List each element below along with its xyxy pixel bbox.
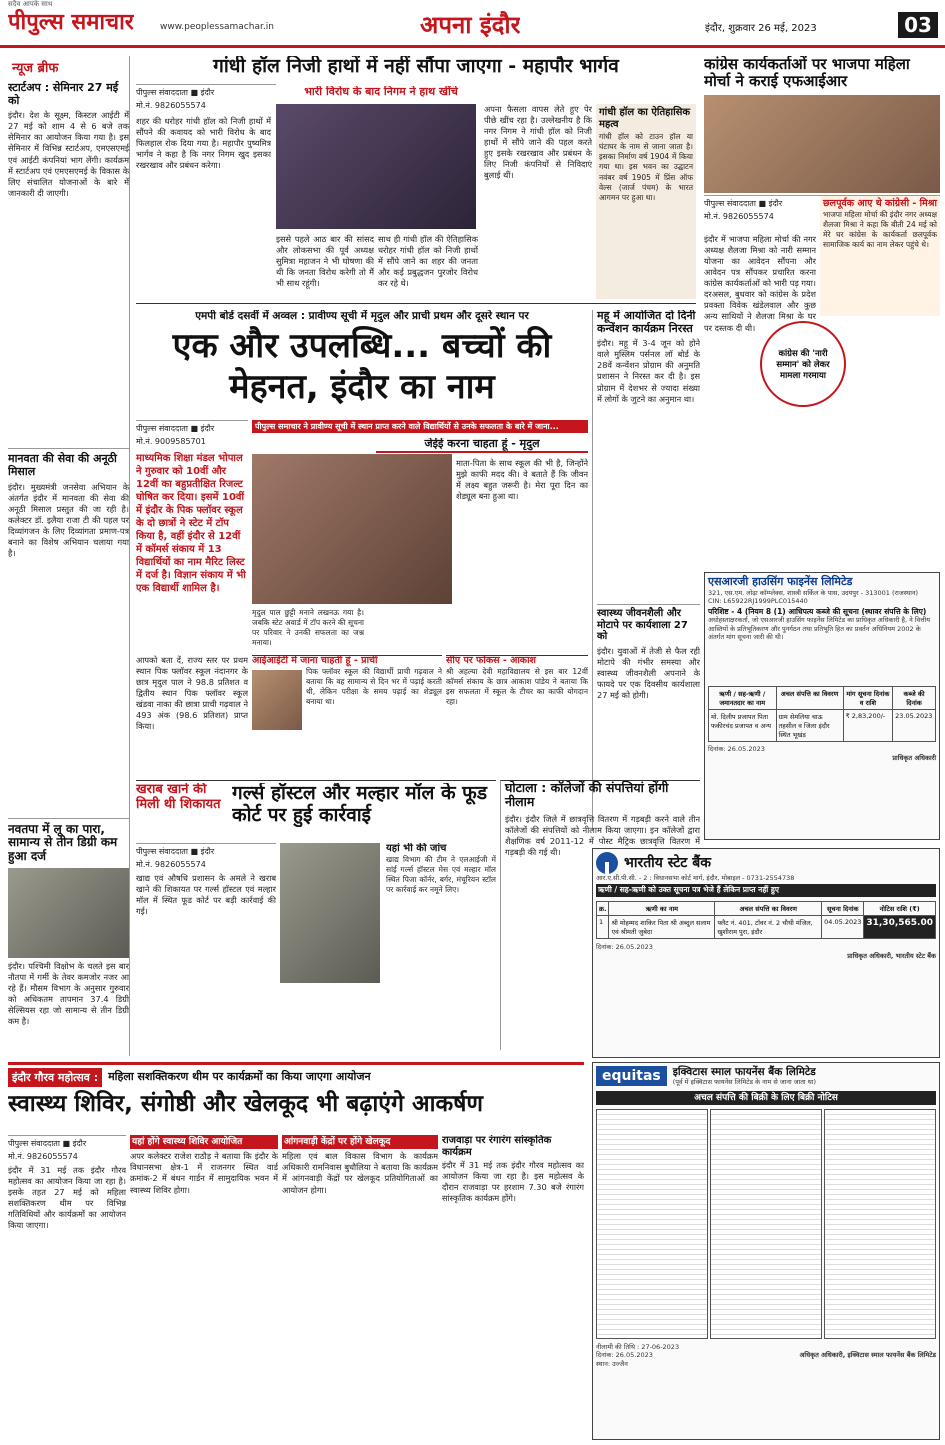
gaurav-byline: पीपुल्स संवाददाता ■ इंदौर bbox=[8, 1135, 126, 1149]
brief-1-title[interactable]: स्टार्टअप : सेमिनार 27 मई को bbox=[8, 81, 119, 107]
akash-text: श्री अहल्या देवी महाविद्यालय से इस बार 12वीं कॉमर्स संकाय के छात्र आकाश पांडेय ने बताया कि इस सफलता में स्कूल के टीचर का काफी योगदान रहा। bbox=[446, 666, 588, 707]
srg-cell-0: मो. दिलीप प्रजापत पिता फकीरचंद प्रजापत व अन्य bbox=[709, 710, 777, 742]
srg-date: दिनांक: 26.05.2023 bbox=[708, 745, 765, 754]
main-pullquote: माध्यमिक शिक्षा मंडल भोपाल ने गुरुवार को 10वीं और 12वीं का बहुप्रतीक्षित रिजल्ट घोषित कर दिया। इसमें 10वीं में इंदौर के पिक फ्लॉवर स्कूल के दो छात्रों ने स्टेट में टॉप किया है, वहीं इंदौर से 12वीं में कॉमर्स संकाय में 13 विद्यार्थियों का नाम मैरिट लिस्ट में दर्ज है। विज्ञान संकाय में भी एक विद्यार्थी शामिल है। bbox=[136, 453, 246, 594]
srg-cell-2: ₹ 2,83,200/- bbox=[843, 710, 893, 742]
website-url[interactable]: www.peoplessamachar.in bbox=[160, 22, 274, 32]
newspaper-logo[interactable]: पीपुल्स समाचार bbox=[8, 10, 134, 35]
main-byline: पीपुल्स संवाददाता ■ इंदौर bbox=[136, 420, 248, 434]
srg-ad bbox=[704, 572, 940, 840]
main-mobile: मो.नं. 9009585701 bbox=[136, 437, 206, 446]
equitas-col-3 bbox=[824, 1109, 936, 1339]
equitas-title: इक्विटास स्माल फायनेंस बैंक लिमिटेड bbox=[672, 1066, 816, 1078]
prachi-text: पिक फ्लॉवर स्कूल की विद्यार्थी प्राची गढ़वाल ने बताया कि वह सामान्य से दिन भर में पढ़ाई करती थी, लेकिन परीक्षा के समय पढ़ाई का शेड्यूल बनाया था। bbox=[306, 666, 442, 707]
equitas-subtitle: (पूर्व में इक्विटास फायनेंस लिमिटेड के नाम से जाना जाता था) bbox=[672, 1078, 817, 1087]
sbi-date: दिनांक: 26.05.2023 bbox=[596, 943, 653, 952]
sbi-cell-0: 1 bbox=[597, 916, 609, 939]
college-text: इंदौर। इंदौर जिले में छात्रवृत्ति वितरण में गड़बड़ी करने वाले तीन कॉलेजों की संपत्तियों को नीलाम किया जाएगा। इन कॉलेजों द्वारा शैक्षणिक वर्ष 2011-12 में पोस्ट मैट्रिक छात्रवृत्ति वितरण में गड़बड़ी की गई थी। bbox=[505, 813, 700, 857]
hostel-side-text: खाद्य विभाग की टीम ने एलआईजी में सांई गर्ल्स हॉस्टल मेस एवं मल्हार मॉल स्थित पिजा कॉर्नर, बर्गर, मंचूरियन स्टॉल पर कार्रवाई कर नमूने लिए। bbox=[386, 854, 496, 894]
brief-1-text: इंदौर। देश के सूक्ष्म, किस्टल आईटी में 27 मई को शाम 4 से 6 बजे तक सेमिनार का आयोजन किया गया है। इस सेमिनार में विभिन्न स्टार्टअप, एमएसएमई एवं आईटी कंपनियां भाग लेंगी। कार्यक्रम में स्टार्टअप एवं एमएसएमई के विकास के लिए संचालित योजनाओं के बारे में जानकारी दी जाएगी। bbox=[8, 110, 129, 198]
mhow-story bbox=[592, 310, 700, 830]
congress-text: इंदौर में भाजपा महिला मोर्चा की नगर अध्यक्ष शैलजा मिश्रा को नारी सम्मान योजना का आवेदन सौंपना और आवेदन पत्र सौंपकर प्रचारित करना कांग्रेस कार्यकर्ताओं को भारी पड़ गया। दरअसल, बुधवार को कांग्रेस के प्रदेश प्रवक्ता विवेक खंडेलवाल और कुछ अन्य साथियों ने शैलजा मिश्रा के घर पर दस्तक दी थी। bbox=[704, 234, 816, 333]
congress-byline: पीपुल्स संवाददाता ■ इंदौर bbox=[704, 195, 940, 209]
brief-2-title[interactable]: मानवता की सेवा की अनूठी मिसाल bbox=[8, 448, 129, 478]
lead-col4: अपना फैसला वापस लेते हुए पेर पीछे खींच रहा है। उल्लेखनीय है कि नगर निगम ने गांधी हॉल को निजी हाथों में सौंपे जाने की पहल करते हुए इसके रखरखाव और प्रबंधन के लिए निजी कंपनियों से निविदाएं बुलाई थीं। bbox=[484, 104, 592, 181]
sbi-cell-1: श्री मोहम्मद शाकिर पिता श्री अब्दुल सलाम एवं श्रीमती जुबेदा bbox=[609, 916, 715, 939]
gaurav-box-1 bbox=[130, 1135, 278, 1435]
akash-title: सीए पर फोकस - आकाश bbox=[446, 655, 537, 666]
sbi-cell-2: फ्लैट नं. 401, टॉवर नं. 2 चौथी मंजिल, खुशीराम पुरा, इंदौर bbox=[715, 916, 822, 939]
main-story bbox=[136, 310, 588, 650]
main-sub: जेईई करना चाहता हूं - मृदुल bbox=[376, 438, 588, 453]
gaurav-kicker2: महिला सशक्तिकरण थीम पर कार्यक्रमों का किया जाएगा आयोजन bbox=[108, 1070, 371, 1084]
equitas-footer: नीलामी की तिथि : 27-06-2023 bbox=[596, 1342, 680, 1351]
gandhi-hall-sidebar bbox=[596, 104, 696, 299]
sbi-amount: 31,30,565.00 bbox=[864, 916, 936, 939]
srg-cell-1: ग्राम सेमलिया चाऊ तहसील व जिला इंदौर स्थित भूखंड bbox=[776, 710, 843, 742]
hostel-photo bbox=[280, 843, 380, 983]
lead-col1: शहर की धरोहर गांधी हॉल को निजी हाथों में सौंपने की कवायद को भारी विरोध के बाद फिलहाल रोक दिया गया है। महापौर पुष्यमित्र भार्गव ने कहा है कि नगर निगम खुद इसका रखरखाव और प्रबंधन करेगा। bbox=[136, 116, 271, 171]
sbi-sign: प्राधिकृत अधिकारी, भारतीय स्टेट बैंक bbox=[847, 951, 936, 960]
masthead bbox=[0, 0, 945, 48]
main-strap: पीपुल्स समाचार ने प्रावीण्य सूची में स्थान प्राप्त करने वाले विद्यार्थियों से उनके सफलता के बारे में जाना... bbox=[252, 420, 588, 433]
equitas-table bbox=[596, 1109, 936, 1339]
lead-headline[interactable]: गांधी हॉल निजी हाथों में नहीं सौंपा जाएगा - महापौर भार्गव bbox=[213, 56, 619, 77]
congress-headline[interactable]: कांग्रेस कार्यकर्ताओं पर भाजपा महिला मोर्चा ने कराई एफआईआर bbox=[704, 56, 910, 91]
equitas-sign: अधिकृत अधिकारी, इक्विटास स्माल फायनेंस बैंक लिमिटेड bbox=[799, 1351, 936, 1360]
lead-mobile: मो.नं. 9826055574 bbox=[136, 101, 206, 110]
srg-table bbox=[708, 686, 936, 742]
equitas-col-2 bbox=[710, 1109, 822, 1339]
section-title: अपना इंदौर bbox=[420, 11, 521, 39]
gaurav-mobile: मो.नं. 9826055574 bbox=[8, 1152, 78, 1161]
masthead-tag: सदैव आपके साथ bbox=[8, 0, 53, 8]
college-headline[interactable]: घोटाला : कॉलेजों की संपत्तियां होंगी नीलाम bbox=[505, 780, 669, 810]
gaurav-b1-title: यहां होंगे स्वास्थ्य शिविर आयोजित bbox=[130, 1135, 278, 1149]
gaurav-box-3 bbox=[442, 1135, 584, 1435]
srg-col-2: मांग सूचना दिनांक व राशि bbox=[843, 687, 893, 710]
lead-col2: इससे पहले आठ बार की सांसद और लोकसभा की पूर्व अध्यक्ष सुमित्रा महाजन ने भी घोषणा की थी कि जनता विरोध करेगी तो मैं भी साथ रहूंगी। bbox=[276, 234, 374, 289]
health-headline[interactable]: स्वास्थ्य जीवनशैली और मोटापे पर कार्यशाला 27 को bbox=[597, 604, 700, 643]
hostel-kicker: खराब खाने की मिली थी शिकायत bbox=[136, 783, 221, 812]
congress-side-title: छलपूर्वक आए थे कांग्रेसी - मिश्रा bbox=[823, 198, 937, 209]
photo-caption: मृदुल पाल छुट्टी मनाने लखनऊ गया है। जबकि स्टेट अवार्ड में टॉप करने की सूचना पर परिवार ने उनकी सफलता का जश्न मनाया। bbox=[252, 608, 364, 648]
sbi-name: भारतीय स्टेट बैंक bbox=[624, 854, 711, 871]
hostel-side-title: यहां भी की जांच bbox=[386, 843, 447, 854]
dateline: इंदौर, शुक्रवार 26 मई, 2023 bbox=[705, 23, 817, 34]
equitas-ad bbox=[592, 1062, 940, 1440]
srg-sign: प्राधिकृत अधिकारी bbox=[892, 753, 936, 762]
gaurav-b2-title: आंगनवाड़ी केंद्रों पर होंगे खेलकूद bbox=[282, 1135, 438, 1149]
sbi-col-3: सूचना दिनांक bbox=[822, 902, 864, 916]
lead-col3: साथ ही गांधी हॉल की ऐतिहासिक धरोहर गांधी हॉल को निजी हाथों में सौंपे जाने का शहर की जनता और कई प्रबुद्धजन पुरजोर विरोध कर रहे थे। bbox=[378, 234, 478, 289]
srg-cell-3: 23.05.2023 bbox=[893, 710, 936, 742]
brief-3-text: इंदौर। पश्चिमी विक्षोभ के चलते इस बार नौतपा में गर्मी के तेवर कमजोर नजर आ रहे हैं। मौसम विभाग के अनुसार गुरुवार को अधिकतम तापमान 37.4 डिग्री सेल्सियस रहा जो सामान्य से तीन डिग्री कम है। bbox=[8, 960, 129, 1027]
srg-notice: परिशिष्ट - 4 (नियम 8 (1) आधिपत्य कब्जे की सूचना (स्थावर संपत्ति के लिए) bbox=[708, 606, 927, 616]
hostel-byline: पीपुल्स संवाददाता ■ इंदौर bbox=[136, 843, 276, 857]
sbi-col-1: ऋणी का नाम bbox=[609, 902, 715, 916]
gaurav-headline[interactable]: स्वास्थ्य शिविर, संगोष्ठी और खेलकूद भी बढ़ाएंगे आकर्षण bbox=[8, 1091, 484, 1117]
brief-3-title[interactable]: नवतपा में लू का पारा, सामान्य से तीन डिग्री कम हुआ दर्ज bbox=[8, 818, 129, 864]
hostel-side bbox=[386, 843, 496, 1048]
congress-photo bbox=[704, 95, 940, 193]
page-number: 03 bbox=[898, 12, 938, 38]
sbi-logo-icon bbox=[596, 852, 618, 874]
students-photo bbox=[252, 454, 452, 604]
gaurav-b3-text: इंदौर में 31 मई तक इंदौर गौरव महोत्सव का आयोजन किया जा रहा है। इस महोत्सव के दौरान राजवाड़ा पर हरशाम 7.30 बजे रंगारंग सांस्कृतिक कार्यक्रम होंगे। bbox=[442, 1160, 584, 1204]
equitas-notice: अचल संपत्ति की बिक्री के लिए बिक्री नोटिस bbox=[596, 1091, 936, 1105]
srg-address: 321, एस.एम. लोढ़ा कॉम्प्लेक्स, शास्त्री सर्किल के पास, उदयपुर - 313001 (राजस्थान) bbox=[708, 588, 919, 597]
equitas-col-1 bbox=[596, 1109, 708, 1339]
gandhi-hall-photo bbox=[276, 104, 476, 229]
sidebar-title: गांधी हॉल का ऐतिहासिक महत्व bbox=[599, 107, 691, 130]
mhow-text: इंदौर। महू में 3-4 जून को होने वाले मुस्लिम पर्सनल लॉ बोर्ड के 28वें कन्वेंशन प्रोग्राम की अनुमति प्रशासन ने निरस्त कर दी है। इस प्रोग्राम में देशभर से ज्यादा संख्या में लोगों के जुटने का अनुमान था। bbox=[597, 338, 700, 404]
congress-side bbox=[820, 196, 940, 316]
prachi-photo bbox=[252, 670, 302, 730]
sidebar-text: गांधी हॉल को टाउन हॉल या घंटाघर के नाम से जाना जाता है। इसका निर्माण वर्ष 1904 में किया गया था। इस भवन का उद्घाटन नवंबर वर्ष 1905 में प्रिंस ऑफ वेल्स (जार्ज पंचम) के भारत आगमन पर हुआ था। bbox=[599, 132, 693, 202]
gaurav-kicker: इंदौर गौरव महोत्सव : bbox=[8, 1068, 102, 1087]
sbi-col-2: अचल संपत्ति का विवरण bbox=[715, 902, 822, 916]
equitas-place: स्थान: उज्जैन bbox=[596, 1359, 628, 1368]
gaurav-box-2 bbox=[282, 1135, 438, 1435]
congress-mobile: मो.नं. 9826055574 bbox=[704, 211, 774, 221]
sbi-table bbox=[596, 901, 936, 939]
hostel-text: खाद्य एवं औषधि प्रशासन के अमले ने खराब खाने की शिकायत पर गर्ल्स हॉस्टल एवं मल्हार मॉल में स्थित फूड कोर्ट पर बड़ी कार्रवाई की गई। bbox=[136, 873, 276, 917]
srg-col-1: अचल संपत्ति का विवरण bbox=[776, 687, 843, 710]
srg-cin: CIN: L65922RJ1999PLC015440 bbox=[708, 597, 808, 606]
sbi-ad bbox=[592, 848, 940, 1058]
heat-photo bbox=[8, 868, 129, 958]
congress-quote: कांग्रेस की 'नारी सम्मान' को लेकर मामला गरमाया bbox=[760, 321, 846, 407]
gaurav-b2-text: महिला एवं बाल विकास विभाग के कार्यक्रम अधिकारी रामनिवास बुधौलिया ने बताया कि कार्यक्रम में आंगनवाड़ी केंद्रों पर खेलकूद प्रतियोगिताओं का आयोजन होगा। bbox=[282, 1151, 438, 1195]
prachi-title: आईआईटी में जाना चाहती हूं - प्राची bbox=[252, 655, 378, 666]
equitas-date: दिनांक: 26.05.2023 bbox=[596, 1351, 653, 1360]
srg-col-3: कब्जे की दिनांक bbox=[893, 687, 936, 710]
news-brief-column bbox=[8, 56, 130, 1056]
mhow-headline[interactable]: महू में आयोजित दो दिनी कन्वेंशन कार्यक्रम निरस्त bbox=[597, 310, 696, 335]
lead-story bbox=[136, 56, 696, 304]
health-text: इंदौर। युवाओं में तेजी से फैल रही मोटापे की गंभीर समस्या और स्वास्थ्य जीवनशैली अपनाने के फायदे पर एक दिवसीय कार्यशाला 27 मई को होगी। bbox=[597, 645, 700, 701]
srg-body: अधोहस्ताक्षरकर्ता, जो एसआरजी हाउसिंग फाइनेंस लिमिटेड का प्राधिकृत अधिकारी है, ने वित्तीय आस्तियों के प्रतिभूतिकरण और पुनर्गठन तथा प्रतिभूति हित का प्रवर्तन अधिनियम 2002 के अंतर्गत मांग सूचना जारी की थी। bbox=[708, 616, 931, 642]
srg-col-0: ऋणी / सह-ऋणी / जमानतदार का नाम bbox=[709, 687, 777, 710]
srg-title: एसआरजी हाउसिंग फाइनेंस लिमिटेड bbox=[708, 575, 853, 588]
prachi-box bbox=[252, 655, 442, 770]
hostel-headline[interactable]: गर्ल्स हॉस्टल और मल्हार मॉल के फूड कोर्ट पर हुई कार्रवाई bbox=[232, 783, 487, 826]
lead-subhead: भारी विरोध के बाद निगम ने हाथ खींचे bbox=[304, 86, 458, 98]
sbi-col-0: क्र. bbox=[597, 902, 609, 916]
sbi-cell-3: 04.05.2023 bbox=[822, 916, 864, 939]
sbi-notice: ऋणी / सह-ऋणी को उक्त सूचना पत्र भेजे हैं लेकिन प्राप्त नहीं हुए bbox=[596, 884, 936, 897]
main-headline[interactable]: एक और उपलब्धि... बच्चों की मेहनत, इंदौर का नाम bbox=[172, 326, 552, 407]
gaurav-b1-text: अपर कलेक्टर राजेश राठौड़ ने बताया कि इंदौर के विधानसभा क्षेत्र-1 में राजनगर स्थित वार्ड क्रमांक-2 में बंधन गार्डन में सामुदायिक भवन में स्वास्थ्य शिविर होगा। bbox=[130, 1151, 278, 1195]
sbi-col-4: नोटिस राशि (₹) bbox=[864, 902, 936, 916]
main-col-text: आपको बता दें, राज्य स्तर पर प्रथम स्थान पिक फ्लॉवर स्कूल नंदानगर के छात्र मृदुल पाल ने 98.8 प्रतिशत व द्वितीय स्थान पिक फ्लॉवर स्कूल खंडवा नाका की छात्रा प्राची गढ़वाल ने 493 अंक (98.6 प्रतिशत) प्राप्त किया। bbox=[136, 655, 248, 732]
akash-box bbox=[446, 655, 588, 770]
news-brief-label: न्यूज ब्रीफ bbox=[12, 61, 59, 76]
lead-byline: पीपुल्स संवाददाता ■ इंदौर bbox=[136, 84, 276, 98]
congress-side-text: भाजपा महिला मोर्चा की इंदौर नगर अध्यक्ष शैलजा मिश्रा ने कहा कि बीती 24 मई को मेरे घर कांग्रेस के कार्यकर्ता छलपूर्वक सामाजिक कार्य का नाम लेकर पहुंचे थे। bbox=[823, 209, 937, 250]
sbi-branch: आर.ए.सी.पी.सी. - 2 : विधानसभा कोर्ट मार्ग, इंदौर, मोबाइल - 0731-2554738 bbox=[596, 874, 795, 882]
mridul-text: माता-पिता के साथ स्कूल की भी है, जिन्होंने मुझे काफी मदद की। वे बताते हैं कि जीवन में लक्ष्य बहुत जरूरी है। मेरा पूरा दिन का शेड्यूल बना हुआ था। bbox=[456, 458, 588, 502]
hostel-mobile: मो.नं. 9826055574 bbox=[136, 860, 206, 869]
gaurav-section bbox=[8, 1062, 584, 1440]
gaurav-b3-title: राजवाड़ा पर रंगारंग सांस्कृतिक कार्यक्रम bbox=[442, 1135, 552, 1158]
gaurav-text: इंदौर में 31 मई तक इंदौर गौरव महोत्सव का आयोजन किया जा रहा है। इसके तहत 27 मई को महिला सशक्तिकरण थीम पर विभिन्न गतिविधियों और कार्यक्रमों का आयोजन किया जाएगा। bbox=[8, 1165, 126, 1231]
brief-2-text: इंदौर। मुख्यमंत्री जनसेवा अभियान के अंतर्गत इंदौर में मानवता की सेवा की अनूठी मिसाल प्रस्तुत की जा रही है। कलेक्टर डॉ. इलैया राजा टी की पहल पर दिव्यांगजन के लिए दिव्यांगता प्रमाण-पत्र बनाने का विशेष अभियान चलाया गया है। bbox=[8, 481, 129, 558]
equitas-logo: equitas bbox=[596, 1066, 667, 1086]
hostel-story bbox=[136, 780, 496, 1050]
main-kicker: एमपी बोर्ड दसवीं में अव्वल : प्रावीण्य सूची में मृदुल और प्राची प्रथम और दूसरे स्थान पर bbox=[195, 310, 529, 322]
